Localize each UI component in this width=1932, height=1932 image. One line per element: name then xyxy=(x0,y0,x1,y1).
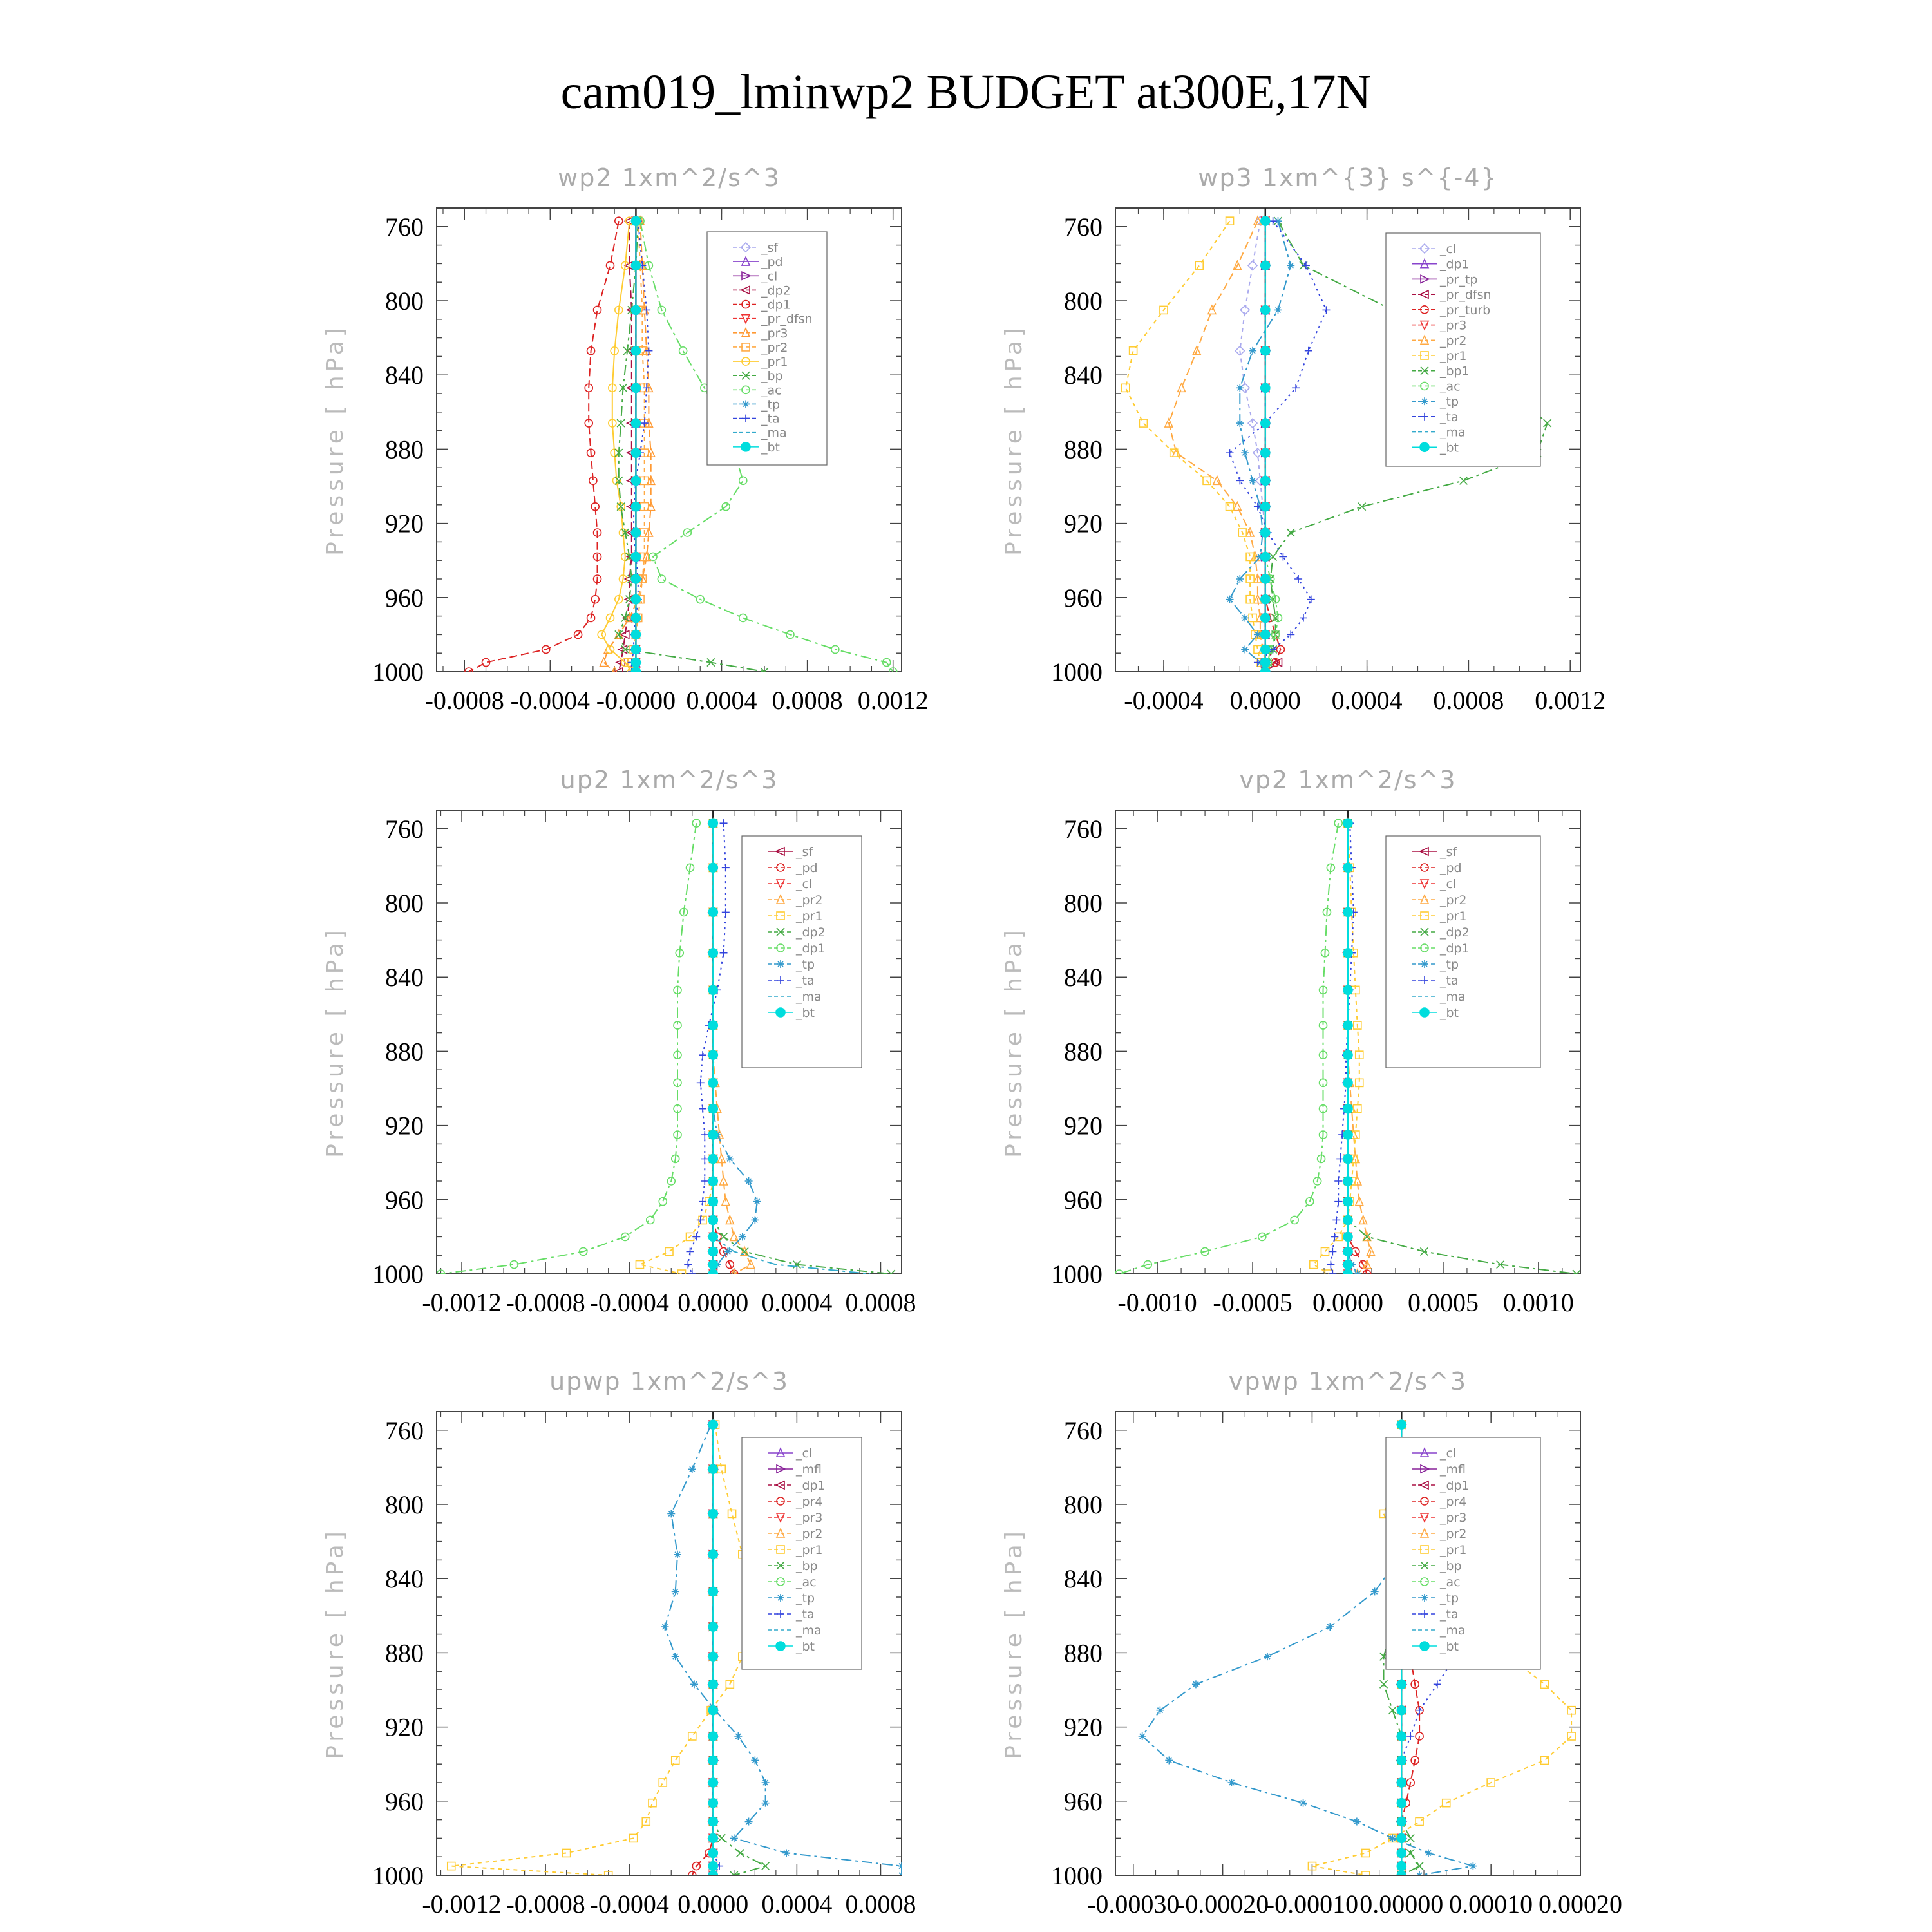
data-point_bt xyxy=(708,1862,717,1871)
y-tick-label: 760 xyxy=(385,814,424,844)
legend-label: _dp1 xyxy=(1440,1479,1470,1493)
data-point_bt xyxy=(1261,645,1270,654)
x-tick-label: 0.0000 xyxy=(1312,1288,1383,1317)
legend-label: _pr3 xyxy=(796,1511,823,1525)
legend-label: _ma xyxy=(796,1624,822,1638)
x-tick-label: -0.0008 xyxy=(506,1889,585,1918)
data-point_bt xyxy=(631,630,640,639)
data-point_bt xyxy=(1261,658,1270,667)
data-point_bt xyxy=(631,383,640,392)
data-point_bt xyxy=(1343,1232,1352,1241)
data-point_bt xyxy=(631,476,640,485)
data-point_bt xyxy=(1261,448,1270,457)
x-tick-label: -0.0004 xyxy=(589,1288,669,1317)
legend-label: _tp xyxy=(1440,958,1459,972)
legend xyxy=(742,836,862,1068)
legend-label: _pr3 xyxy=(1440,318,1467,333)
y-tick-label: 840 xyxy=(385,963,424,992)
y-tick-label: 880 xyxy=(385,435,424,464)
x-tick-label: -0.0004 xyxy=(510,686,591,715)
data-point_bt xyxy=(1397,1848,1406,1857)
legend-label: _bp xyxy=(761,369,783,384)
y-axis-label: Pressure [ hPa] xyxy=(1001,1528,1027,1759)
legend-label: _dp1 xyxy=(1440,942,1470,956)
data-point_bt xyxy=(708,1799,717,1808)
legend-label: _pr4 xyxy=(796,1495,823,1509)
legend xyxy=(707,232,827,465)
data-point_bt xyxy=(708,1021,717,1030)
y-axis-label: Pressure [ hPa] xyxy=(1001,324,1027,556)
data-point_bt xyxy=(708,1104,717,1113)
data-point_bt xyxy=(1397,1817,1406,1826)
legend-label: _cl xyxy=(761,269,778,284)
data-point_bt xyxy=(1261,216,1270,225)
data-point_bt xyxy=(708,1587,717,1596)
y-tick-label: 760 xyxy=(1064,1416,1103,1445)
data-point_bt xyxy=(1397,1732,1406,1741)
legend-label: _sf xyxy=(1440,845,1457,859)
data-point_bt xyxy=(708,1130,717,1139)
legend-label: _tp xyxy=(796,958,815,972)
data-point_bt xyxy=(708,1778,717,1787)
data-point_bt xyxy=(708,819,717,828)
data-point_bt xyxy=(1261,476,1270,485)
legend-label: _ma xyxy=(1440,1624,1466,1638)
y-tick-label: 760 xyxy=(1064,212,1103,242)
data-point_bt xyxy=(708,1177,717,1186)
x-tick-label: -0.00030 xyxy=(1087,1889,1180,1918)
data-point_bt xyxy=(708,1215,717,1224)
legend-label: _pr1 xyxy=(1440,909,1467,923)
legend-label: _ta xyxy=(1440,1607,1459,1622)
data-point_bt xyxy=(1261,595,1270,604)
y-tick-label: 800 xyxy=(1064,1490,1103,1519)
y-tick-label: 800 xyxy=(1064,287,1103,316)
y-tick-label: 880 xyxy=(1064,1638,1103,1668)
data-point_bt xyxy=(1261,574,1270,583)
legend-label: _pr1 xyxy=(1440,1543,1467,1557)
legend-label: _mfl xyxy=(1440,1463,1466,1477)
legend-marker xyxy=(741,442,750,451)
y-tick-label: 760 xyxy=(385,212,424,242)
panel-title: vpwp 1xm^2/s^3 xyxy=(1228,1367,1468,1396)
panel-title: wp3 1xm^{3} s^{-4} xyxy=(1198,164,1498,192)
data-point_bt xyxy=(708,985,717,994)
legend-label: _bp xyxy=(796,1559,818,1573)
legend-label: _dp2 xyxy=(761,283,791,298)
legend-label: _pd xyxy=(761,255,783,270)
data-point_bt xyxy=(1343,985,1352,994)
x-tick-label: 0.0012 xyxy=(857,686,929,715)
x-tick-label: -0.00020 xyxy=(1176,1889,1269,1918)
y-axis-label: Pressure [ hPa] xyxy=(322,324,348,556)
x-tick-label: 0.0008 xyxy=(1433,686,1504,715)
x-tick-label: -0.0012 xyxy=(422,1288,502,1317)
legend xyxy=(1386,836,1540,1068)
y-tick-label: 880 xyxy=(1064,435,1103,464)
data-point_bt xyxy=(631,528,640,537)
legend-label: _pr2 xyxy=(796,893,823,907)
legend-label: _tp xyxy=(761,397,781,412)
y-tick-label: 960 xyxy=(1064,1786,1103,1816)
data-point_bt xyxy=(708,1622,717,1631)
x-tick-label: -0.0000 xyxy=(596,686,676,715)
x-tick-label: 0.0012 xyxy=(1535,686,1606,715)
y-axis-label: Pressure [ hPa] xyxy=(322,926,348,1158)
y-tick-label: 960 xyxy=(385,1786,424,1816)
data-point_bt xyxy=(1261,613,1270,622)
y-tick-label: 800 xyxy=(385,1490,424,1519)
legend-label: _pr1 xyxy=(796,1543,823,1557)
legend-label: _pr_dfsn xyxy=(761,312,813,327)
data-point_bt xyxy=(708,1464,717,1473)
y-axis-label: Pressure [ hPa] xyxy=(1001,926,1027,1158)
data-point_bt xyxy=(631,645,640,654)
legend-label: _bt xyxy=(1440,440,1459,455)
x-tick-label: 0.0005 xyxy=(1407,1288,1479,1317)
data-point_bt xyxy=(631,595,640,604)
legend-marker xyxy=(776,1008,785,1017)
data-point_bt xyxy=(1343,863,1352,872)
data-point_bt xyxy=(1397,1862,1406,1871)
y-tick-label: 840 xyxy=(1064,963,1103,992)
y-tick-label: 960 xyxy=(385,583,424,612)
y-tick-label: 760 xyxy=(385,1416,424,1445)
x-tick-label: 0.0008 xyxy=(772,686,843,715)
legend-label: _pd xyxy=(1440,861,1462,875)
y-tick-label: 1000 xyxy=(1051,1260,1103,1289)
x-tick-label: 0.0000 xyxy=(677,1288,749,1317)
data-point_bt xyxy=(708,1509,717,1518)
data-point_bt xyxy=(708,863,717,872)
legend-label: _tp xyxy=(1440,395,1459,410)
panel-title: upwp 1xm^2/s^3 xyxy=(549,1367,789,1396)
x-tick-label: 0.00020 xyxy=(1539,1889,1622,1918)
data-point_bt xyxy=(708,1232,717,1241)
data-point_bt xyxy=(708,1050,717,1059)
legend-label: _cl xyxy=(1440,1446,1457,1461)
y-tick-label: 1000 xyxy=(372,658,424,687)
data-point_bt xyxy=(1343,1177,1352,1186)
legend-label: _ma xyxy=(761,426,787,440)
x-tick-label: -0.0012 xyxy=(422,1889,502,1918)
legend-label: _bt xyxy=(1440,1006,1459,1020)
data-point_bt xyxy=(708,1833,717,1842)
legend-label: _bt xyxy=(796,1006,815,1020)
y-tick-label: 960 xyxy=(385,1185,424,1215)
legend-label: _sf xyxy=(796,845,813,859)
y-tick-label: 920 xyxy=(1064,1712,1103,1742)
data-point_bt xyxy=(631,502,640,511)
legend-label: _dp2 xyxy=(1440,925,1470,940)
legend-label: _cl xyxy=(796,877,813,891)
panel-title: wp2 1xm^2/s^3 xyxy=(558,164,781,192)
data-point_bt xyxy=(1397,1799,1406,1808)
legend-label: _bp1 xyxy=(1440,364,1470,379)
data-point_bt xyxy=(1261,419,1270,428)
y-tick-label: 920 xyxy=(385,509,424,538)
data-point_bt xyxy=(708,1260,717,1269)
legend-label: _sf xyxy=(761,241,779,255)
legend-label: _bt xyxy=(761,440,781,455)
x-tick-label: -0.00010 xyxy=(1265,1889,1359,1918)
data-point_bt xyxy=(1397,1420,1406,1429)
data-point_bt xyxy=(1261,346,1270,355)
y-tick-label: 800 xyxy=(385,287,424,316)
x-tick-label: -0.0004 xyxy=(1124,686,1204,715)
data-point_bt xyxy=(1261,630,1270,639)
data-point_bt xyxy=(631,448,640,457)
legend-label: _mfl xyxy=(796,1463,822,1477)
x-tick-label: 0.00000 xyxy=(1359,1889,1444,1918)
y-tick-label: 960 xyxy=(1064,1185,1103,1215)
legend xyxy=(742,1437,862,1669)
legend-label: _bt xyxy=(796,1640,815,1654)
legend-label: _pr4 xyxy=(1440,1495,1467,1509)
legend-label: _pr_tp xyxy=(1440,272,1478,287)
legend-label: _ta xyxy=(1440,974,1459,988)
data-point_bt xyxy=(1397,1706,1406,1715)
legend-label: _pr3 xyxy=(1440,1511,1467,1525)
data-point_bt xyxy=(631,346,640,355)
legend-label: _ac xyxy=(1440,1575,1461,1589)
data-point_bt xyxy=(708,1706,717,1715)
x-tick-label: 0.0008 xyxy=(845,1288,916,1317)
legend-label: _cl xyxy=(1440,242,1457,256)
data-point_bt xyxy=(708,1550,717,1559)
data-point_bt xyxy=(1261,305,1270,314)
y-tick-label: 840 xyxy=(385,1564,424,1594)
legend-marker xyxy=(1420,1008,1429,1017)
data-point_bt xyxy=(631,574,640,583)
data-point_bt xyxy=(708,1680,717,1689)
legend-label: _pr2 xyxy=(1440,1527,1467,1541)
data-point_bt xyxy=(1261,261,1270,270)
data-point_bt xyxy=(631,552,640,561)
legend-label: _ac xyxy=(796,1575,817,1589)
data-point_bt xyxy=(1261,552,1270,561)
y-tick-label: 920 xyxy=(1064,1111,1103,1141)
x-tick-label: -0.0008 xyxy=(506,1288,585,1317)
data-point_bt xyxy=(1397,1756,1406,1765)
x-tick-label: -0.0010 xyxy=(1117,1288,1197,1317)
data-point_bt xyxy=(1261,383,1270,392)
legend-label: _bt xyxy=(1440,1640,1459,1654)
legend-label: _pr2 xyxy=(1440,893,1467,907)
data-point_bt xyxy=(708,1848,717,1857)
legend-label: _ta xyxy=(796,974,815,988)
data-point_bt xyxy=(1343,1104,1352,1113)
data-point_bt xyxy=(1261,528,1270,537)
legend-label: _tp xyxy=(1440,1591,1459,1605)
legend-label: _dp1 xyxy=(796,1479,826,1493)
y-tick-label: 840 xyxy=(385,361,424,390)
data-point_bt xyxy=(708,949,717,958)
data-point_bt xyxy=(1343,1154,1352,1163)
legend-label: _cl xyxy=(1440,877,1457,891)
legend-label: _dp1 xyxy=(1440,257,1470,272)
legend-label: _dp1 xyxy=(761,298,791,312)
data-point_bt xyxy=(1343,1197,1352,1206)
x-tick-label: 0.0004 xyxy=(761,1889,833,1918)
panel-title: up2 1xm^2/s^3 xyxy=(560,766,779,794)
y-tick-label: 920 xyxy=(385,1111,424,1141)
data-point_bt xyxy=(1343,949,1352,958)
legend-label: _ta xyxy=(761,412,780,426)
data-point_bt xyxy=(1261,502,1270,511)
y-tick-label: 880 xyxy=(1064,1037,1103,1066)
x-tick-label: -0.0004 xyxy=(589,1889,669,1918)
y-tick-label: 1000 xyxy=(1051,1861,1103,1890)
legend-label: _cl xyxy=(796,1446,813,1461)
legend-label: _ac xyxy=(1440,379,1461,394)
data-point_bt xyxy=(1343,1247,1352,1256)
x-tick-label: 0.00010 xyxy=(1449,1889,1533,1918)
y-tick-label: 960 xyxy=(1064,583,1103,612)
x-tick-label: 0.0004 xyxy=(761,1288,833,1317)
x-tick-label: 0.0004 xyxy=(1331,686,1403,715)
legend-label: _pr1 xyxy=(761,355,788,370)
y-tick-label: 840 xyxy=(1064,1564,1103,1594)
legend-label: _dp1 xyxy=(796,942,826,956)
x-tick-label: -0.0008 xyxy=(424,686,504,715)
data-point_bt xyxy=(631,305,640,314)
data-point_bt xyxy=(708,1154,717,1163)
data-point_bt xyxy=(631,216,640,225)
x-tick-label: 0.0000 xyxy=(677,1889,749,1918)
data-point_bt xyxy=(1343,1021,1352,1030)
data-point_bt xyxy=(1343,1215,1352,1224)
legend-label: _pd xyxy=(796,861,818,875)
data-point_bt xyxy=(1397,1680,1406,1689)
data-point_bt xyxy=(1343,1050,1352,1059)
y-tick-label: 1000 xyxy=(1051,658,1103,687)
legend-label: _pr2 xyxy=(1440,334,1467,348)
legend-marker xyxy=(1420,442,1429,451)
data-point_bt xyxy=(708,1197,717,1206)
legend-label: _pr2 xyxy=(761,340,788,355)
data-point_bt xyxy=(708,1078,717,1087)
y-tick-label: 760 xyxy=(1064,814,1103,844)
legend-label: _ac xyxy=(761,383,782,398)
legend-marker xyxy=(776,1642,785,1651)
data-point_bt xyxy=(708,1732,717,1741)
data-point_bt xyxy=(631,613,640,622)
legend-label: _pr_dfsn xyxy=(1440,288,1492,303)
y-tick-label: 1000 xyxy=(372,1260,424,1289)
data-point_bt xyxy=(708,1247,717,1256)
data-point_bt xyxy=(1343,819,1352,828)
data-point_bt xyxy=(631,419,640,428)
data-point_bt xyxy=(631,261,640,270)
panel-title: vp2 1xm^2/s^3 xyxy=(1239,766,1457,794)
data-point_bt xyxy=(1343,907,1352,916)
data-point_bt xyxy=(1397,1833,1406,1842)
figure-title: cam019_lminwp2 BUDGET at300E,17N xyxy=(560,65,1372,119)
y-tick-label: 880 xyxy=(385,1638,424,1668)
legend-label: _pr_turb xyxy=(1440,303,1491,317)
legend-label: _ta xyxy=(796,1607,815,1622)
legend-label: _ma xyxy=(796,990,822,1004)
y-tick-label: 880 xyxy=(385,1037,424,1066)
data-point_bt xyxy=(708,1817,717,1826)
data-point_bt xyxy=(1343,1130,1352,1139)
data-point_bt xyxy=(1397,1778,1406,1787)
x-tick-label: 0.0010 xyxy=(1502,1288,1574,1317)
data-point_bt xyxy=(708,1652,717,1661)
legend-label: _pr2 xyxy=(796,1527,823,1541)
data-point_bt xyxy=(708,1420,717,1429)
legend xyxy=(1386,233,1540,466)
y-tick-label: 840 xyxy=(1064,361,1103,390)
data-point_bt xyxy=(1343,1260,1352,1269)
y-axis-label: Pressure [ hPa] xyxy=(322,1528,348,1759)
legend-label: _bp xyxy=(1440,1559,1462,1573)
legend-label: _dp2 xyxy=(796,925,826,940)
legend-label: _ma xyxy=(1440,990,1466,1004)
x-tick-label: 0.0008 xyxy=(845,1889,916,1918)
legend-label: _pr1 xyxy=(1440,349,1467,363)
y-tick-label: 1000 xyxy=(372,1861,424,1890)
legend-label: _pr1 xyxy=(796,909,823,923)
legend-label: _ma xyxy=(1440,425,1466,440)
data-point_bt xyxy=(631,658,640,667)
y-tick-label: 800 xyxy=(1064,889,1103,918)
legend-label: _ta xyxy=(1440,410,1459,424)
data-point_bt xyxy=(708,1756,717,1765)
y-tick-label: 920 xyxy=(1064,509,1103,538)
data-point_bt xyxy=(708,907,717,916)
legend-label: _tp xyxy=(796,1591,815,1605)
legend xyxy=(1386,1437,1540,1669)
y-tick-label: 800 xyxy=(385,889,424,918)
x-tick-label: 0.0000 xyxy=(1229,686,1301,715)
legend-label: _pr3 xyxy=(761,326,788,341)
x-tick-label: 0.0004 xyxy=(686,686,757,715)
x-tick-label: -0.0005 xyxy=(1213,1288,1293,1317)
legend-marker xyxy=(1420,1642,1429,1651)
y-tick-label: 920 xyxy=(385,1712,424,1742)
data-point_bt xyxy=(1343,1078,1352,1087)
